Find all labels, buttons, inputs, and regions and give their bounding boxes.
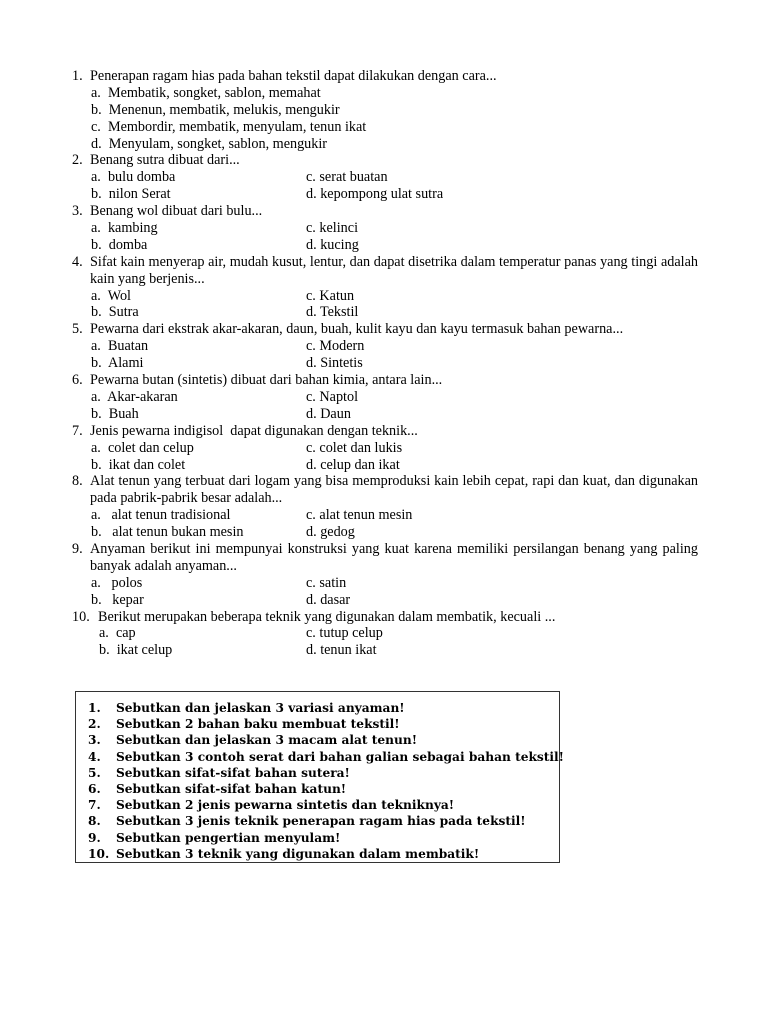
option-b: b. ikat dan colet bbox=[91, 456, 186, 473]
option-row bbox=[72, 338, 698, 355]
option-d: d. gedog bbox=[306, 524, 355, 541]
question-number: 2. bbox=[72, 152, 83, 169]
option-a: a. Wol bbox=[91, 287, 131, 304]
option-row bbox=[72, 507, 698, 524]
option-row bbox=[72, 592, 698, 609]
question-text bbox=[72, 321, 698, 338]
option-a: a. colet dan celup bbox=[91, 439, 194, 456]
question-number: 9. bbox=[72, 540, 83, 557]
option-b: b. kepar bbox=[91, 591, 144, 608]
question-body: Jenis pewarna indigisol dapat digunakan dengan teknik... bbox=[90, 422, 418, 439]
question-number: 7. bbox=[72, 422, 83, 439]
option-c: c. alat tenun mesin bbox=[306, 507, 413, 524]
option-a: a. Akar-akaran bbox=[91, 388, 178, 405]
question-body: Sifat kain menyerap air, mudah kusut, lentur, dan dapat disetrika dalam temperatur panas yang tingi adalah kain yang berjenis... bbox=[90, 253, 698, 287]
option-b: b. domba bbox=[91, 236, 148, 253]
option-row bbox=[72, 237, 698, 254]
question-number: 10. bbox=[72, 608, 90, 625]
option-row bbox=[72, 355, 698, 372]
option-row bbox=[72, 186, 698, 203]
option-row bbox=[72, 389, 698, 406]
question-text bbox=[72, 609, 698, 626]
option-d: d. kepompong ulat sutra bbox=[306, 186, 444, 203]
question-text bbox=[72, 203, 698, 220]
essay-item: 8. Sebutkan 3 jenis teknik penerapan ragam hias pada tekstil! bbox=[88, 814, 526, 829]
question-item bbox=[72, 372, 698, 423]
question-item bbox=[72, 203, 698, 254]
question-body: Alat tenun yang terbuat dari logam yang bisa memproduksi kain lebih cepat, rapi dan kuat, dan digunakan pada pabrik-pabrik besar adalah... bbox=[90, 473, 698, 507]
option-b: b. alat tenun bukan mesin bbox=[91, 524, 244, 541]
essay-item: 5. Sebutkan sifat-sifat bahan sutera! bbox=[88, 765, 350, 780]
question-number: 3. bbox=[72, 203, 83, 220]
essay-item: 7. Sebutkan 2 jenis pewarna sintetis dan tekniknya! bbox=[88, 798, 455, 813]
question-item bbox=[72, 254, 698, 322]
question-number: 5. bbox=[72, 321, 83, 338]
option-b: b. Buah bbox=[91, 405, 139, 422]
question-item bbox=[72, 321, 698, 372]
essay-item: 9. Sebutkan pengertian menyulam! bbox=[88, 830, 341, 845]
essay-item: 1. Sebutkan dan jelaskan 3 variasi anyaman! bbox=[88, 701, 405, 715]
option-d: d. Sintetis bbox=[306, 355, 363, 372]
option-d: d. Tekstil bbox=[306, 304, 359, 321]
option-a: a. kambing bbox=[91, 220, 158, 237]
option-row bbox=[72, 220, 698, 237]
option-row bbox=[72, 169, 698, 186]
option-row bbox=[72, 625, 698, 642]
essay-item: 4. Sebutkan 3 contoh serat dari bahan galian sebagai bahan tekstil! bbox=[88, 749, 565, 764]
option-a: a. bulu domba bbox=[91, 169, 176, 186]
option-c: c. serat buatan bbox=[306, 169, 388, 186]
option-c: c. Katun bbox=[306, 287, 355, 304]
option-c: c. Membordir, membatik, menyulam, tenun ikat bbox=[91, 118, 367, 135]
option-row bbox=[72, 406, 698, 423]
option-row bbox=[72, 642, 698, 659]
question-number: 6. bbox=[72, 372, 83, 389]
option-a: a. Buatan bbox=[91, 338, 149, 355]
option-a: a. polos bbox=[91, 574, 143, 591]
question-item bbox=[72, 473, 698, 541]
option-a: a. cap bbox=[99, 625, 136, 642]
option-c: c. colet dan lukis bbox=[306, 439, 403, 456]
essay-item: 10. Sebutkan 3 teknik yang digunakan dalam membatik! bbox=[88, 846, 480, 861]
question-text bbox=[72, 473, 698, 507]
option-c: c. Modern bbox=[306, 338, 365, 355]
question-body: Benang sutra dibuat dari... bbox=[90, 152, 240, 169]
question-text bbox=[72, 423, 698, 440]
option-row bbox=[72, 575, 698, 592]
question-item bbox=[72, 68, 698, 152]
question-text bbox=[72, 541, 698, 575]
option-c: c. Naptol bbox=[306, 388, 359, 405]
option-row bbox=[72, 440, 698, 457]
option-d: d. tenun ikat bbox=[306, 642, 377, 659]
option-a: a. Membatik, songket, sablon, memahat bbox=[91, 84, 321, 101]
option-d: d. celup dan ikat bbox=[306, 456, 400, 473]
essay-item: 2. Sebutkan 2 bahan baku membuat tekstil! bbox=[88, 717, 400, 732]
question-item bbox=[72, 609, 698, 660]
question-item bbox=[72, 423, 698, 474]
option-c: c. kelinci bbox=[306, 220, 359, 237]
question-item bbox=[72, 541, 698, 609]
option-b: b. nilon Serat bbox=[91, 186, 171, 203]
option-row bbox=[72, 457, 698, 474]
question-number: 4. bbox=[72, 253, 83, 270]
question-number: 1. bbox=[72, 68, 83, 84]
option-b: b. Menenun, membatik, melukis, mengukir bbox=[91, 101, 340, 118]
option-c: c. tutup celup bbox=[306, 625, 383, 642]
question-text bbox=[72, 68, 698, 85]
question-body: Berikut merupakan beberapa teknik yang digunakan dalam membatik, kecuali ... bbox=[98, 608, 556, 625]
question-item bbox=[72, 152, 698, 203]
question-number: 8. bbox=[72, 473, 83, 490]
question-body: Pewarna butan (sintetis) dibuat dari bahan kimia, antara lain... bbox=[90, 372, 443, 389]
question-body: Anyaman berikut ini mempunyai konstruksi yang kuat karena memiliki persilangan benang yang paling banyak adalah anyaman... bbox=[90, 540, 698, 574]
option-row bbox=[72, 524, 698, 541]
option-b: b. Alami bbox=[91, 355, 144, 372]
question-body: Penerapan ragam hias pada bahan tekstil dapat dilakukan dengan cara... bbox=[90, 68, 497, 84]
option-d: d. dasar bbox=[306, 591, 351, 608]
option-a: a. alat tenun tradisional bbox=[91, 507, 231, 524]
option-d: d. kucing bbox=[306, 236, 359, 253]
question-text bbox=[72, 254, 698, 288]
essay-questions-box bbox=[75, 691, 565, 863]
option-b: b. Sutra bbox=[91, 304, 139, 321]
option-row bbox=[72, 304, 698, 321]
option-row bbox=[72, 288, 698, 305]
option-b: b. ikat celup bbox=[99, 642, 173, 659]
essay-item: 6. Sebutkan sifat-sifat bahan katun! bbox=[88, 781, 347, 796]
multiple-choice-section bbox=[72, 68, 698, 659]
option-d: d. Menyulam, songket, sablon, mengukir bbox=[91, 135, 328, 152]
question-text bbox=[72, 372, 698, 389]
question-body: Benang wol dibuat dari bulu... bbox=[90, 203, 263, 220]
question-text bbox=[72, 152, 698, 169]
essay-item: 3. Sebutkan dan jelaskan 3 macam alat tenun! bbox=[88, 733, 418, 748]
option-d: d. Daun bbox=[306, 405, 351, 422]
option-c: c. satin bbox=[306, 574, 347, 591]
question-body: Pewarna dari ekstrak akar-akaran, daun, buah, kulit kayu dan kayu termasuk bahan pewarna... bbox=[90, 321, 624, 338]
